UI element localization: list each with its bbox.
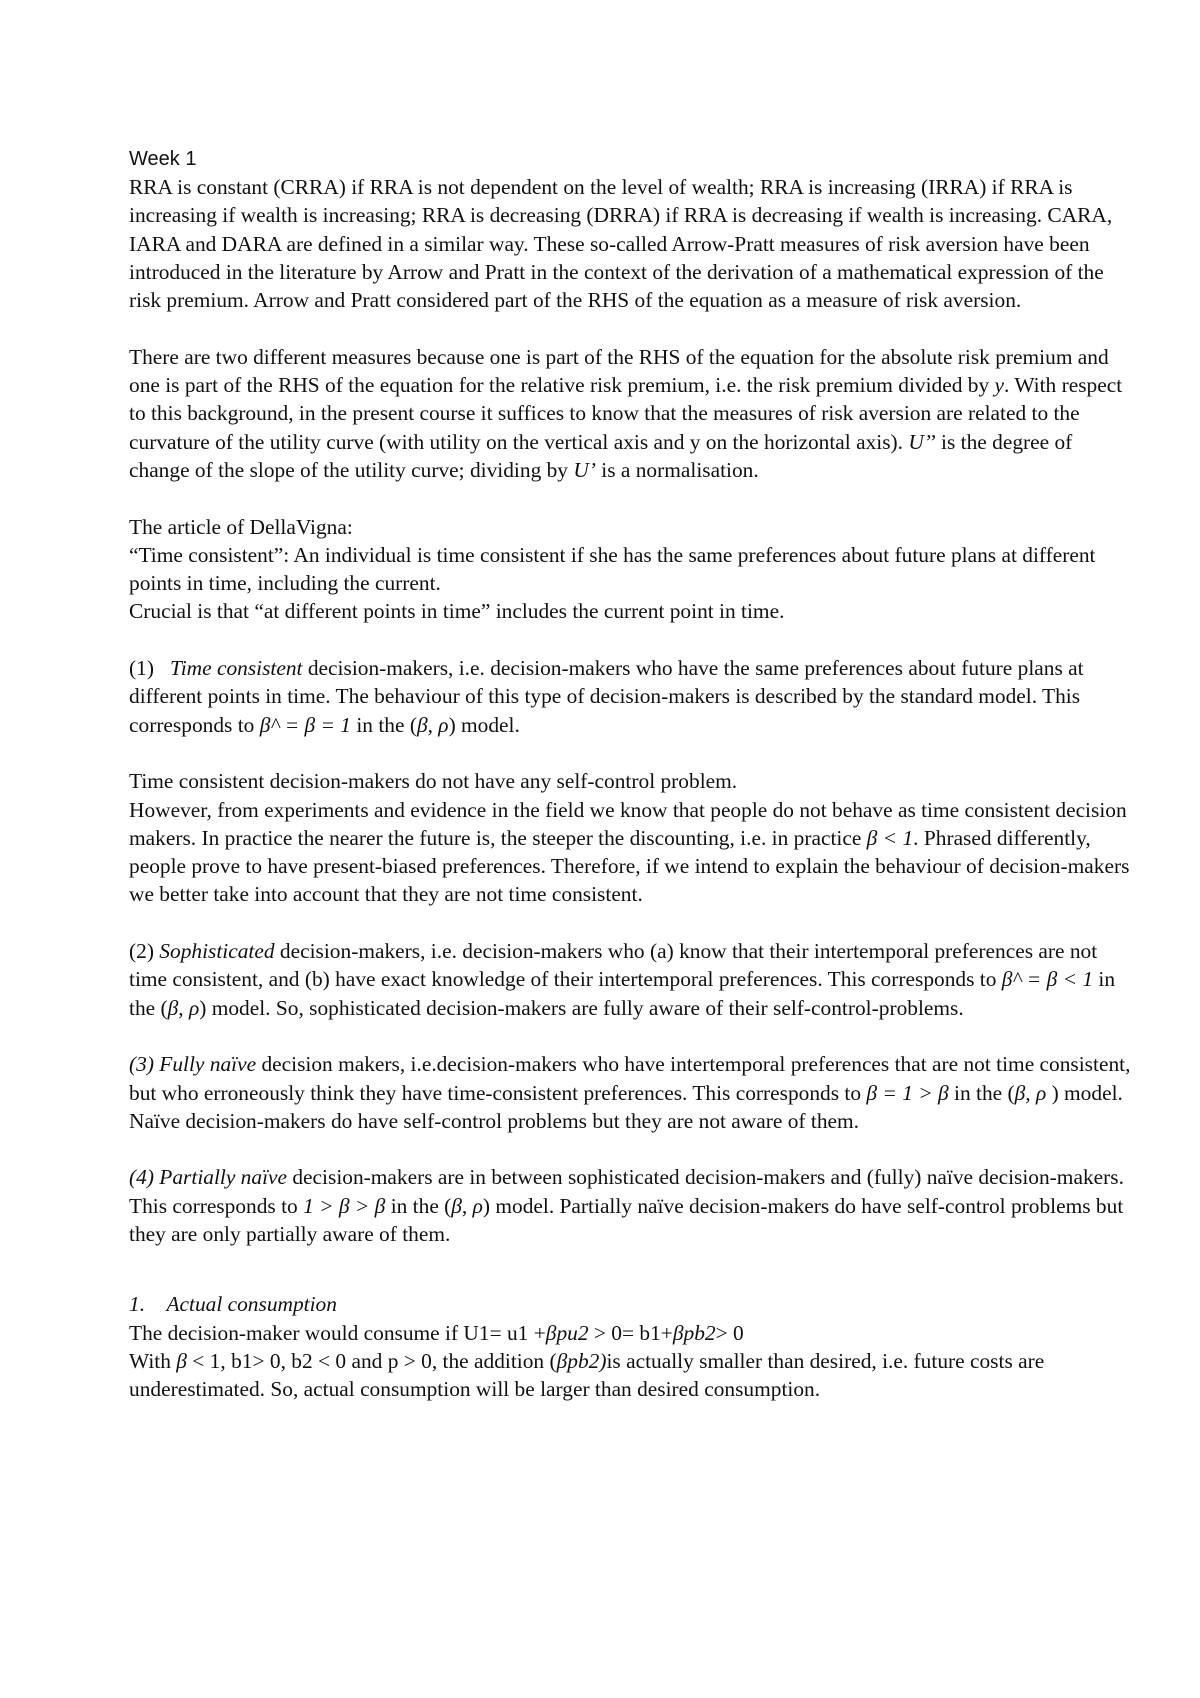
item-fully-naive: (3) Fully naïve decision makers, i.e.decision-makers who have intertemporal preferences that are not time consistent, but who erroneously think they have time-consistent preferences. This corresponds to β = 1 > β in the (β, ρ ) model. Naïve decision-makers do have self-control problems but they are not aware of them. [129, 1052, 1131, 1133]
page-heading: Week 1 [129, 148, 197, 170]
item-sophisticated: (2) Sophisticated decision-makers, i.e. decision-makers who (a) know that their intertemporal preferences are not time consistent, and (b) have exact knowledge of their intertemporal preferences. This corresponds to β^ = β < 1 in the (β, ρ) model. So, sophisticated decision-makers are fully aware of their self-control-problems. [129, 939, 1116, 1020]
consumption-condition: The decision-maker would consume if U1= u1 +βpu2 > 0= b1+βpb2> 0 [129, 1320, 744, 1345]
item-time-consistent: (1) Time consistent decision-makers, i.e. decision-makers who have the same preferences about future plans at different points in time. The behaviour of this type of decision-makers is described by the standard model. This corresponds to β^ = β = 1 in the (β, ρ) model. [129, 656, 1084, 737]
paragraph-gap [129, 1135, 1134, 1163]
time-consistent-definition: “Time consistent”: An individual is time consistent if she has the same preferences about future plans at different points in time, including the current. [129, 542, 1096, 596]
paragraph-gap [129, 314, 1134, 342]
self-control-line: Time consistent decision-makers do not have any self-control problem. [129, 769, 738, 794]
paragraph-gap [129, 739, 1134, 767]
paragraph-gap [129, 1022, 1134, 1050]
paragraph-risk-aversion: RRA is constant (CRRA) if RRA is not dependent on the level of wealth; RRA is increasing (IRRA) if RRA is increasing if wealth is increasing; RRA is decreasing (DRRA) if RRA is decreasing if wealth is increasing. CARA, IARA and DARA are defined in a similar way. These so-called Arrow-Pratt measures of risk aversion have been introduced in the literature by Arrow and Pratt in the context of the derivation of a mathematical expression of the risk premium. Arrow and Pratt considered part of the RHS of the equation as a measure of risk aversion. [129, 175, 1113, 313]
item-partially-naive: (4) Partially naïve decision-makers are in between sophisticated decision-makers and (fully) naïve decision-makers. This corresponds to 1 > β > β in the (β, ρ) model. Partially naïve decision-makers do have self-control problems but they are only partially aware of them. [129, 1165, 1124, 1246]
paragraph-present-bias: However, from experiments and evidence in the field we know that people do not behave as time consistent decision makers. In practice the nearer the future is, the steeper the discounting, i.e. in practice β < 1. Phrased differently, people prove to have present-biased preferences. Therefore, if we intend to explain the behaviour of decision-makers we better take into account that they are not time consistent. [129, 797, 1130, 907]
article-intro-line: The article of DellaVigna: [129, 514, 353, 539]
document-body [129, 145, 1134, 1403]
consumption-explanation: With β < 1, b1> 0, b2 < 0 and p > 0, the addition (βpb2)is actually smaller than desired, i.e. future costs are underestimated. So, actual consumption will be larger than desired consumption. [129, 1348, 1045, 1402]
paragraph-gap [129, 626, 1134, 654]
paragraph-gap [129, 484, 1134, 512]
crucial-note: Crucial is that “at different points in time” includes the current point in time. [129, 599, 785, 624]
paragraph-two-measures: There are two different measures because one is part of the RHS of the equation for the absolute risk premium and one is part of the RHS of the equation for the relative risk premium, i.e. the risk premium divided by y. With respect to this background, in the present course it suffices to know that the measures of risk aversion are related to the curvature of the utility curve (with utility on the vertical axis and y on the horizontal axis). U’’ is the degree of change of the slope of the utility curve; dividing by U’ is a normalisation. [129, 344, 1123, 482]
section-heading-actual-consumption: 1. Actual consumption [129, 1292, 337, 1317]
paragraph-gap [129, 909, 1134, 937]
section-gap [129, 1248, 1134, 1290]
